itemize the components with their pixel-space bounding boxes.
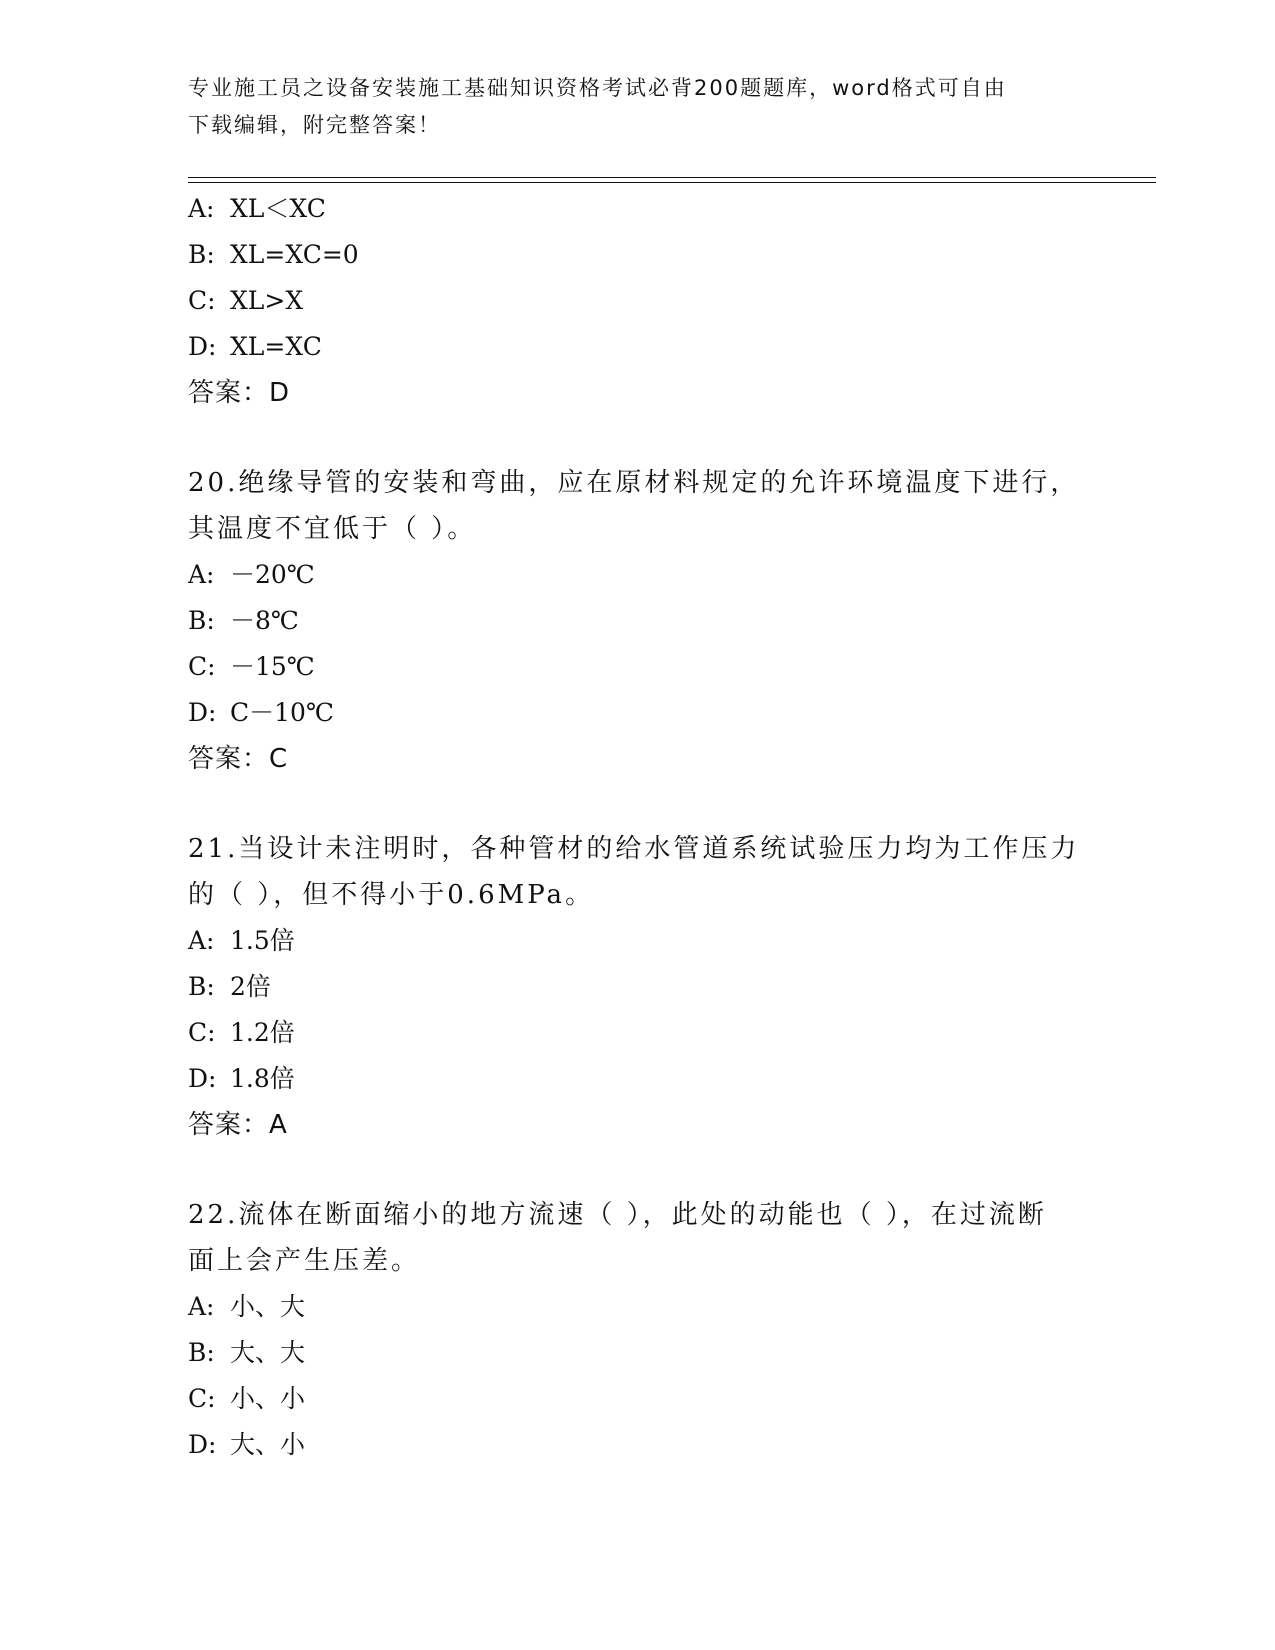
option-label: D: (188, 1430, 217, 1459)
question-19-block (188, 186, 1088, 416)
option-text: C－10℃ (230, 698, 334, 727)
option-text: 1.2倍 (230, 1018, 295, 1047)
header-divider-bottom (188, 182, 1156, 183)
option-label: C: (188, 1018, 216, 1047)
option-text: 大、小 (230, 1430, 306, 1459)
answer-line: 答案：D (188, 378, 291, 408)
document-header (188, 70, 1088, 144)
option-d (188, 1422, 1088, 1468)
option-b (188, 232, 1088, 278)
option-text: 小、小 (230, 1384, 306, 1413)
question-stem-line-2: 面上会产生压差。 (188, 1246, 421, 1276)
option-text: －15℃ (230, 652, 315, 681)
option-label: D: (188, 332, 217, 361)
option-text: 2倍 (230, 972, 271, 1001)
question-stem (188, 826, 1088, 918)
option-text: 小、大 (230, 1292, 306, 1321)
option-label: B: (188, 240, 215, 269)
question-stem-line-2: 其温度不宜低于（ ）。 (188, 514, 477, 544)
option-b (188, 598, 1088, 644)
question-list (188, 186, 1088, 1468)
answer-line: 答案：A (188, 1110, 288, 1140)
option-d (188, 690, 1088, 736)
question-spacer (188, 1148, 1088, 1192)
question-21-block (188, 826, 1088, 1148)
option-text: －20℃ (230, 560, 315, 589)
option-text: 大、大 (230, 1338, 306, 1367)
question-stem-line-1: 20.绝缘导管的安装和弯曲，应在原材料规定的允许环境温度下进行， (188, 468, 1080, 498)
option-label: A: (188, 560, 215, 589)
question-stem-line-1: 21.当设计未注明时，各种管材的给水管道系统试验压力均为工作压力 (188, 834, 1080, 864)
option-label: A: (188, 194, 215, 223)
question-22-block (188, 1192, 1088, 1468)
option-label: A: (188, 926, 215, 955)
question-spacer (188, 782, 1088, 826)
option-label: C: (188, 286, 216, 315)
question-stem-line-2: 的（ ），但不得小于0.6MPa。 (188, 880, 595, 910)
option-c (188, 1376, 1088, 1422)
question-20-block (188, 460, 1088, 782)
header-title-line-2: 下载编辑，附完整答案！ (188, 113, 441, 137)
option-d (188, 1056, 1088, 1102)
option-label: D: (188, 1064, 217, 1093)
option-c (188, 278, 1088, 324)
option-b (188, 1330, 1088, 1376)
question-stem (188, 460, 1088, 552)
header-title-line-1: 专业施工员之设备安装施工基础知识资格考试必背200题题库，word格式可自由 (188, 76, 1007, 100)
question-stem (188, 1192, 1088, 1284)
option-label: B: (188, 606, 215, 635)
option-text: 1.5倍 (230, 926, 295, 955)
question-stem-line-1: 22.流体在断面缩小的地方流速（ ），此处的动能也（ ），在过流断 (188, 1200, 1047, 1230)
option-c (188, 1010, 1088, 1056)
option-text: 1.8倍 (230, 1064, 295, 1093)
option-a (188, 186, 1088, 232)
question-spacer (188, 416, 1088, 460)
option-label: A: (188, 1292, 215, 1321)
option-label: B: (188, 1338, 215, 1367)
option-text: XL=XC (230, 332, 322, 361)
answer-line: 答案：C (188, 744, 289, 774)
option-text: XL>X (230, 286, 304, 315)
option-a (188, 918, 1088, 964)
option-a (188, 1284, 1088, 1330)
option-text: XL=XC=0 (230, 240, 359, 269)
option-label: C: (188, 1384, 216, 1413)
option-text: －8℃ (230, 606, 299, 635)
option-c (188, 644, 1088, 690)
header-divider-top (188, 177, 1156, 178)
option-b (188, 964, 1088, 1010)
option-d (188, 324, 1088, 370)
option-a (188, 552, 1088, 598)
option-label: C: (188, 652, 216, 681)
option-label: D: (188, 698, 217, 727)
option-label: B: (188, 972, 215, 1001)
option-text: XL＜XC (230, 194, 326, 223)
